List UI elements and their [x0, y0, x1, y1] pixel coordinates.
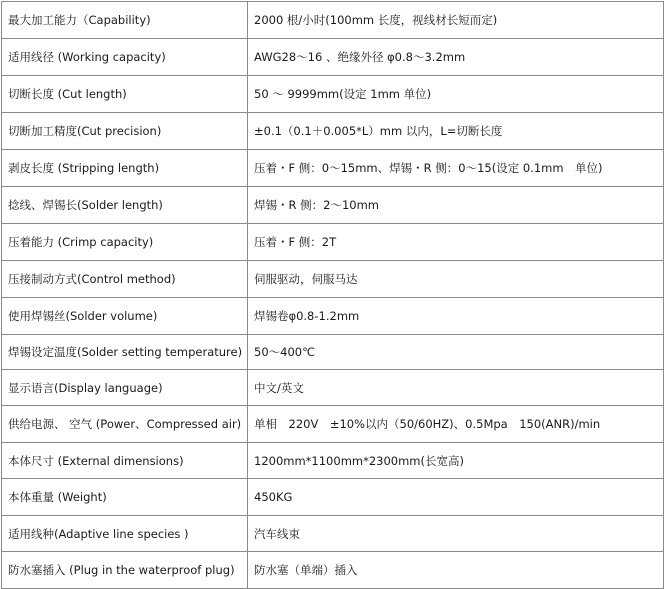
- spec-row-cut-length: [2, 76, 664, 113]
- spec-value: 50～400℃: [248, 335, 664, 370]
- spec-row-capability: [2, 2, 664, 39]
- spec-value: 焊锡卷φ0.8-1.2mm: [248, 298, 664, 335]
- spec-row-working-capacity: [2, 39, 664, 76]
- spec-value: 压着・F 侧：0～15mm、焊锡・R 侧：0～15(设定 0.1mm 单位): [248, 150, 664, 187]
- spec-row-waterproof-plug: [2, 552, 664, 589]
- spec-value: 伺服驱动，伺服马达: [248, 261, 664, 298]
- spec-label: 焊锡设定温度(Solder setting temperature): [2, 335, 248, 370]
- spec-value: 50 ～ 9999mm(设定 1mm 单位): [248, 76, 664, 113]
- spec-row-solder-temperature: [2, 335, 664, 370]
- spec-value: 防水塞（单端）插入: [248, 552, 664, 589]
- spec-value: 焊锡・R 侧：2～10mm: [248, 187, 664, 224]
- spec-label: 适用线径 (Working capacity): [2, 39, 248, 76]
- spec-label: 切断加工精度(Cut precision): [2, 113, 248, 150]
- spec-row-crimp-capacity: [2, 224, 664, 261]
- spec-value: 2000 根/小时(100mm 长度，视线材长短而定): [248, 2, 664, 39]
- spec-label: 切断长度 (Cut length): [2, 76, 248, 113]
- spec-row-solder-volume: [2, 298, 664, 335]
- spec-value: AWG28～16 、绝缘外径 φ0.8～3.2mm: [248, 39, 664, 76]
- spec-label: 适用线种(Adaptive line species ): [2, 516, 248, 552]
- spec-row-adaptive-line-species: [2, 516, 664, 552]
- spec-row-cut-precision: [2, 113, 664, 150]
- spec-row-stripping-length: [2, 150, 664, 187]
- spec-label: 捻线、焊锡长(Solder length): [2, 187, 248, 224]
- spec-value: 压着・F 侧：2T: [248, 224, 664, 261]
- spec-value: ±0.1（0.1＋0.005*L）mm 以内，L=切断长度: [248, 113, 664, 150]
- spec-label: 本体尺寸 (External dimensions): [2, 443, 248, 479]
- spec-row-solder-length: [2, 187, 664, 224]
- spec-label: 供给电源、 空气 (Power、Compressed air): [2, 406, 248, 443]
- spec-label: 本体重量 (Weight): [2, 479, 248, 516]
- spec-label: 最大加工能力（Capability): [2, 2, 248, 39]
- spec-label: 显示语言(Display language): [2, 370, 248, 406]
- spec-value: 450KG: [248, 479, 664, 516]
- spec-table: [1, 1, 664, 589]
- spec-row-control-method: [2, 261, 664, 298]
- spec-row-external-dimensions: [2, 443, 664, 479]
- spec-value: 1200mm*1100mm*2300mm(长宽高): [248, 443, 664, 479]
- spec-label: 使用焊锡丝(Solder volume): [2, 298, 248, 335]
- spec-row-display-language: [2, 370, 664, 406]
- spec-label: 压着能力 (Crimp capacity): [2, 224, 248, 261]
- spec-row-weight: [2, 479, 664, 516]
- spec-value: 汽车线束: [248, 516, 664, 552]
- spec-value: 中文/英文: [248, 370, 664, 406]
- spec-row-power-air: [2, 406, 664, 443]
- spec-label: 防水塞插入 (Plug in the waterproof plug): [2, 552, 248, 589]
- spec-label: 剥皮长度 (Stripping length): [2, 150, 248, 187]
- spec-label: 压接制动方式(Control method): [2, 261, 248, 298]
- spec-value: 单相 220V ±10%以内（50/60HZ)、0.5Mpa 150(ANR)/min: [248, 406, 664, 443]
